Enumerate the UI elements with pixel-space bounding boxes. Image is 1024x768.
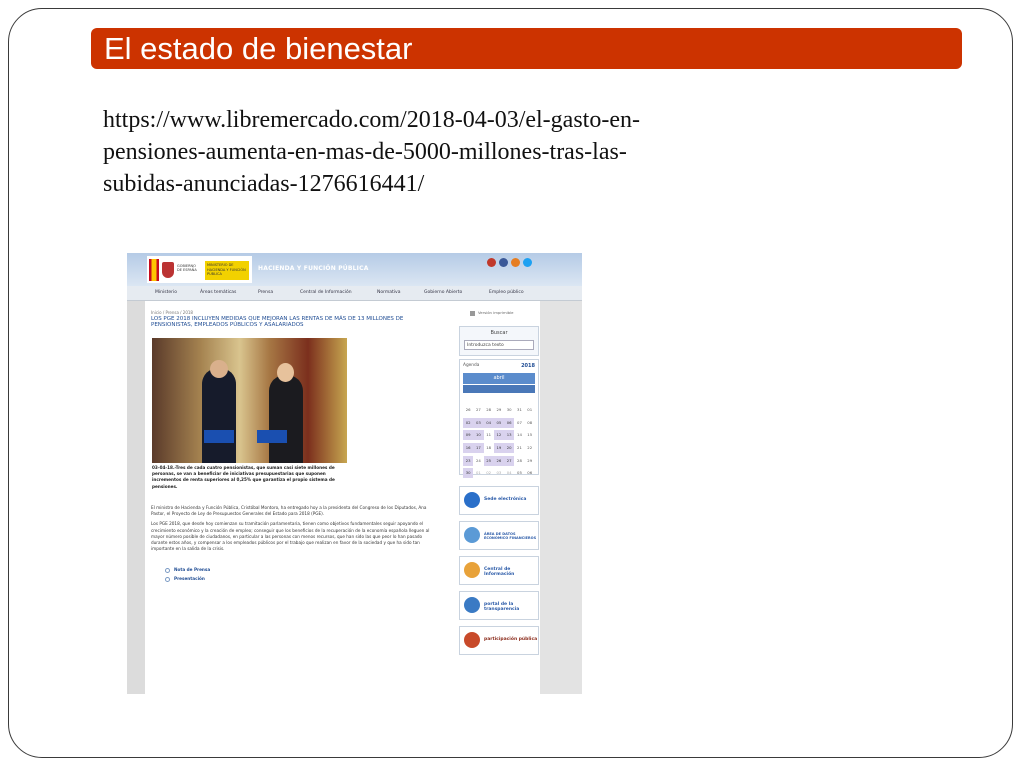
day-name: MI [486, 396, 491, 401]
participacion-banner[interactable] [459, 626, 539, 655]
spain-flag-icon [149, 259, 159, 281]
logo-text-right: MINISTERIO DE HACIENDA Y FUNCIÓN PÚBLICA [205, 261, 249, 280]
day-name: MA [475, 396, 482, 401]
page-margin [540, 301, 582, 694]
calendar-day[interactable]: 23 [463, 456, 473, 466]
article-photo [152, 338, 347, 463]
banner-label: Sede electrónica [484, 497, 527, 502]
calendar-year: 2018 [521, 363, 535, 369]
paragraph: El ministro de Hacienda y Función Pública, Cristóbal Montoro, ha entregado hoy a la presidenta del Congreso de los Diputados, Ana Pastor, el Proyecto de Ley de Presupuestos Generales del Estado para 2018 (PGE). [151, 505, 427, 517]
url-line[interactable]: https://www.libremercado.com/2018-04-03/el-gasto-en- [103, 107, 640, 133]
photo-figure [202, 368, 236, 463]
photo-figure [204, 430, 234, 443]
calendar-day[interactable]: 10 [473, 430, 483, 440]
nav-item[interactable]: Normativa [377, 290, 401, 295]
calendar-day[interactable]: 21 [517, 445, 522, 451]
photo-figure [269, 375, 303, 463]
day-name: DO [526, 396, 533, 401]
photo-caption: 03-04-18.-Tres de cada cuatro pensionistas, que suman casi siete millones de personas, se van a beneficiar de iniciativas presupuestarias que suponen incrementos de renta superiores al 0,25% que garantiza el propio sistema de pensiones. [152, 465, 335, 489]
calendar-day[interactable]: 01 [475, 470, 481, 476]
nav-item[interactable]: Empleo público [489, 290, 524, 295]
calendar-day[interactable]: 27 [475, 407, 481, 412]
site-nav [127, 286, 582, 301]
calendar-day[interactable]: 17 [473, 443, 483, 453]
calendar-day[interactable]: 04 [484, 418, 494, 428]
url-text[interactable] [103, 104, 823, 200]
calendar-day[interactable]: 24 [475, 457, 481, 463]
sede-icon [464, 492, 480, 508]
calendar-day[interactable]: 03 [496, 470, 502, 476]
breadcrumb[interactable]: Inicio / Prensa / 2018 [151, 310, 193, 315]
nav-item[interactable]: Gobierno Abierto [424, 290, 463, 295]
youtube-icon[interactable] [487, 258, 496, 267]
coat-of-arms-icon [162, 262, 174, 278]
calendar-day[interactable]: 03 [473, 418, 483, 428]
site-header [127, 253, 582, 286]
calendar-day[interactable]: 01 [527, 407, 533, 412]
calendar-day[interactable]: 13 [504, 430, 514, 440]
banner-label: Central de Información [484, 567, 515, 577]
calendar-day[interactable]: 11 [486, 432, 492, 438]
nav-item[interactable]: Central de Información [300, 290, 352, 295]
calendar-day[interactable]: 06 [527, 470, 533, 476]
photo-figure [277, 363, 294, 382]
calendar-day[interactable]: 08 [527, 419, 533, 425]
day-name: LU [465, 396, 471, 401]
calendar-day[interactable]: 28 [517, 457, 522, 463]
calendar-day[interactable]: 26 [465, 407, 471, 412]
calendar-day[interactable]: 22 [527, 445, 533, 451]
calendar-day[interactable]: 25 [484, 456, 494, 466]
calendar-day[interactable]: 15 [527, 432, 533, 438]
embedded-webpage-screenshot [127, 253, 582, 694]
info-icon [464, 562, 480, 578]
nav-item[interactable]: Prensa [258, 290, 274, 295]
presentation-link[interactable]: Presentación [165, 574, 210, 583]
agenda-calendar [459, 359, 539, 475]
calendar-day[interactable]: 28 [486, 407, 492, 412]
calendar-day[interactable]: 18 [486, 445, 492, 451]
article-headline: LOS PGE 2018 INCLUYEN MEDIDAS QUE MEJORAN LAS RENTAS DE MÁS DE 13 MILLONES DE PENSIONISTAS, EMPLEADOS PÚBLICOS Y ASALARIADOS [151, 316, 404, 328]
calendar-day[interactable]: 27 [504, 456, 514, 466]
calendar-day[interactable]: 06 [504, 418, 514, 428]
ministry-name: HACIENDA Y FUNCIÓN PÚBLICA [258, 265, 369, 272]
calendar-day[interactable]: 19 [494, 443, 504, 453]
rss-icon[interactable] [511, 258, 520, 267]
calendar-day[interactable]: 29 [496, 407, 502, 412]
calendar-day[interactable]: 04 [506, 470, 512, 476]
calendar-day[interactable]: 12 [494, 430, 504, 440]
facebook-icon[interactable] [499, 258, 508, 267]
datos-economicos-banner[interactable] [459, 521, 539, 550]
data-icon [464, 527, 480, 543]
calendar-month[interactable]: abril [463, 373, 535, 384]
calendar-days [463, 396, 535, 476]
calendar-day[interactable]: 20 [504, 443, 514, 453]
url-line[interactable]: pensiones-aumenta-en-mas-de-5000-millones-tras-las- [103, 139, 627, 165]
calendar-day[interactable]: 14 [517, 432, 522, 438]
search-label: Buscar [490, 330, 508, 336]
photo-figure [257, 430, 287, 443]
calendar-day[interactable]: 16 [463, 443, 473, 453]
print-link[interactable]: Versión imprimible [470, 310, 514, 316]
calendar-day[interactable]: 09 [463, 430, 473, 440]
banner-label: participación pública [484, 637, 538, 642]
calendar-day[interactable]: 26 [494, 456, 504, 466]
search-widget [459, 326, 539, 356]
day-name: VI [507, 396, 512, 401]
calendar-day[interactable]: 05 [517, 470, 522, 476]
article-body [151, 505, 431, 556]
twitter-icon[interactable] [523, 258, 532, 267]
calendar-day[interactable]: 31 [517, 407, 522, 412]
calendar-day[interactable]: 05 [494, 418, 504, 428]
transparencia-banner[interactable] [459, 591, 539, 620]
paragraph: Los PGE 2018, que desde hoy comienzan su tramitación parlamentaria, tienen como objetivos fundamentales seguir apoyando el crecimiento económico y la creación de empleo; conseguir que los beneficios de la recuperación de la economía española lleguen al mayor número posible de ciudadanos, en particular a las personas con menos recursos, que han sido las que peor lo han pasado durante estos años, y compensar a los empleados públicos por el trabajo que realizan en favor de la sociedad y que ha sido tan importante en la salida de la crisis. [151, 521, 430, 552]
related-links [165, 565, 210, 583]
calendar-day[interactable]: 02 [463, 418, 473, 428]
day-name: SÁ [516, 396, 522, 401]
url-line[interactable]: subidas-anunciadas-1276616441/ [103, 171, 425, 197]
banner-label: portal de la transparencia [484, 602, 520, 612]
nav-item[interactable]: Ministerio [155, 290, 177, 295]
calendar-day[interactable]: 07 [517, 419, 522, 425]
calendar-day[interactable]: 02 [486, 470, 492, 476]
government-logo [147, 256, 252, 283]
calendar-day[interactable]: 30 [463, 468, 473, 478]
day-name: JU [496, 396, 501, 401]
slide-title: El estado de bienestar [91, 28, 962, 69]
calendar-day[interactable]: 30 [506, 407, 512, 412]
search-input[interactable]: Introduzca texto [464, 340, 534, 350]
nav-item[interactable]: Áreas temáticas [200, 290, 237, 295]
transparency-icon [464, 597, 480, 613]
site-content [145, 301, 541, 694]
banner-label: ÁREA DE DATOS ECONÓMICO FINANCIEROS [484, 532, 537, 540]
central-informacion-banner[interactable] [459, 556, 539, 585]
photo-figure [210, 360, 228, 378]
calendar-day[interactable]: 29 [527, 457, 533, 463]
logo-text-left: GOBIERNO DE ESPAÑA [177, 264, 197, 272]
agenda-label: Agenda [463, 363, 480, 368]
sede-electronica-banner[interactable] [459, 486, 539, 515]
day-names [463, 385, 535, 401]
press-release-link[interactable]: Nota de Prensa [165, 565, 210, 574]
participation-icon [464, 632, 480, 648]
